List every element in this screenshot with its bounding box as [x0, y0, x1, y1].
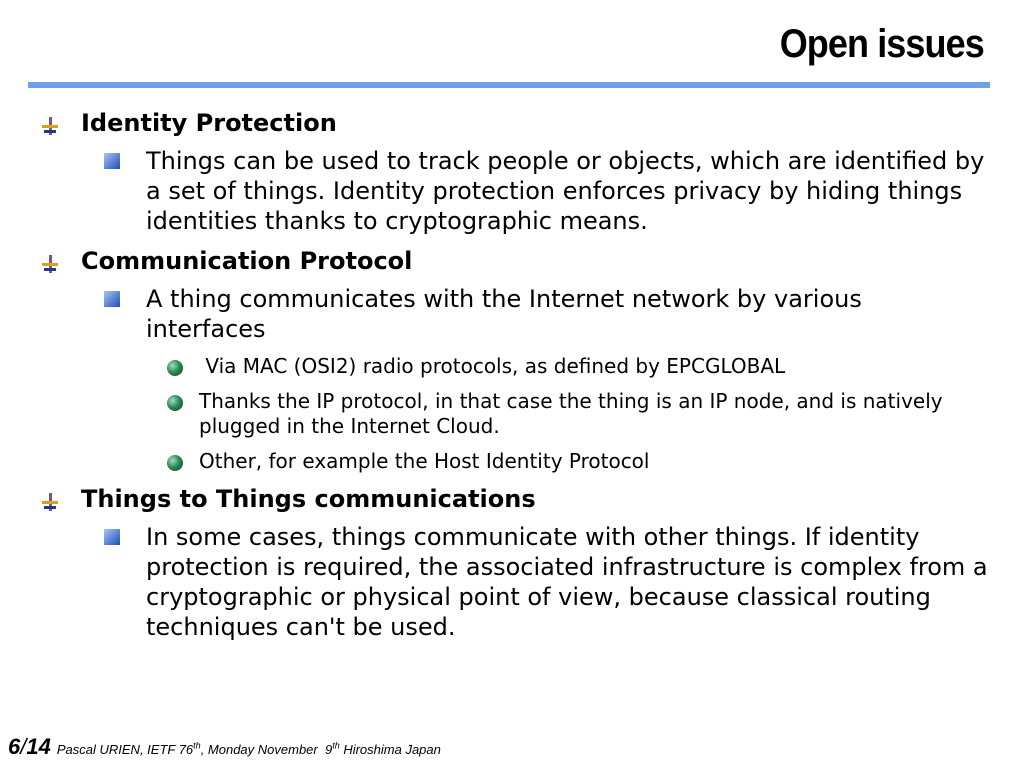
round-bullet-icon	[167, 455, 183, 471]
footer-text	[57, 742, 441, 757]
footer-sup-2: th	[332, 740, 340, 751]
sub-list-item-text: Other, for example the Host Identity Protocol	[199, 449, 650, 473]
list-item	[0, 522, 1024, 642]
list-item-text: Things can be used to track people or objects, which are identified by a set of things. Identity protection enforces privacy by hiding things identities thanks to cryptographic means.	[146, 147, 985, 235]
list-item-text: A thing communicates with the Internet network by various interfaces	[146, 285, 862, 343]
section-heading-text: Identity Protection	[81, 109, 337, 137]
slide-content	[0, 108, 1024, 652]
section-heading	[0, 484, 1024, 514]
page-separator: /	[20, 734, 27, 759]
sub-list-item	[0, 389, 1024, 439]
section-bullet-icon	[40, 492, 60, 512]
square-bullet-icon	[103, 152, 121, 170]
footer-location: Hiroshima Japan	[339, 742, 441, 757]
section-heading-text: Things to Things communications	[81, 485, 536, 513]
square-bullet-icon	[103, 290, 121, 308]
section-heading	[0, 108, 1024, 138]
list-item	[0, 146, 1024, 236]
footer-author: Pascal URIEN, IETF 76	[56, 742, 194, 757]
round-bullet-icon	[167, 395, 183, 411]
section-bullet-icon	[40, 116, 60, 136]
slide-footer	[8, 734, 441, 760]
slide-title: Open issues	[779, 22, 984, 66]
sub-list-item-text: Thanks the IP protocol, in that case the thing is an IP node, and is natively plugged in the Internet Cloud.	[199, 389, 943, 438]
sub-list-item	[0, 354, 1024, 379]
sub-list-item	[0, 449, 1024, 474]
page-total: 14	[26, 734, 51, 759]
section-heading	[0, 246, 1024, 276]
section-bullet-icon	[40, 254, 60, 274]
footer-sup-1: th	[193, 740, 201, 751]
sub-list-item-text: Via MAC (OSI2) radio protocols, as defined by EPCGLOBAL	[199, 354, 786, 378]
round-bullet-icon	[167, 360, 183, 376]
title-divider	[28, 82, 990, 88]
footer-date: , Monday November 9	[200, 742, 333, 757]
page-number: 6	[8, 734, 21, 759]
list-item	[0, 284, 1024, 344]
list-item-text: In some cases, things communicate with other things. If identity protection is required, the associated infrastructure is complex from a cryptographic or physical point of view, because classical routing techniques can't be used.	[146, 523, 988, 641]
section-heading-text: Communication Protocol	[81, 247, 413, 275]
square-bullet-icon	[103, 528, 121, 546]
